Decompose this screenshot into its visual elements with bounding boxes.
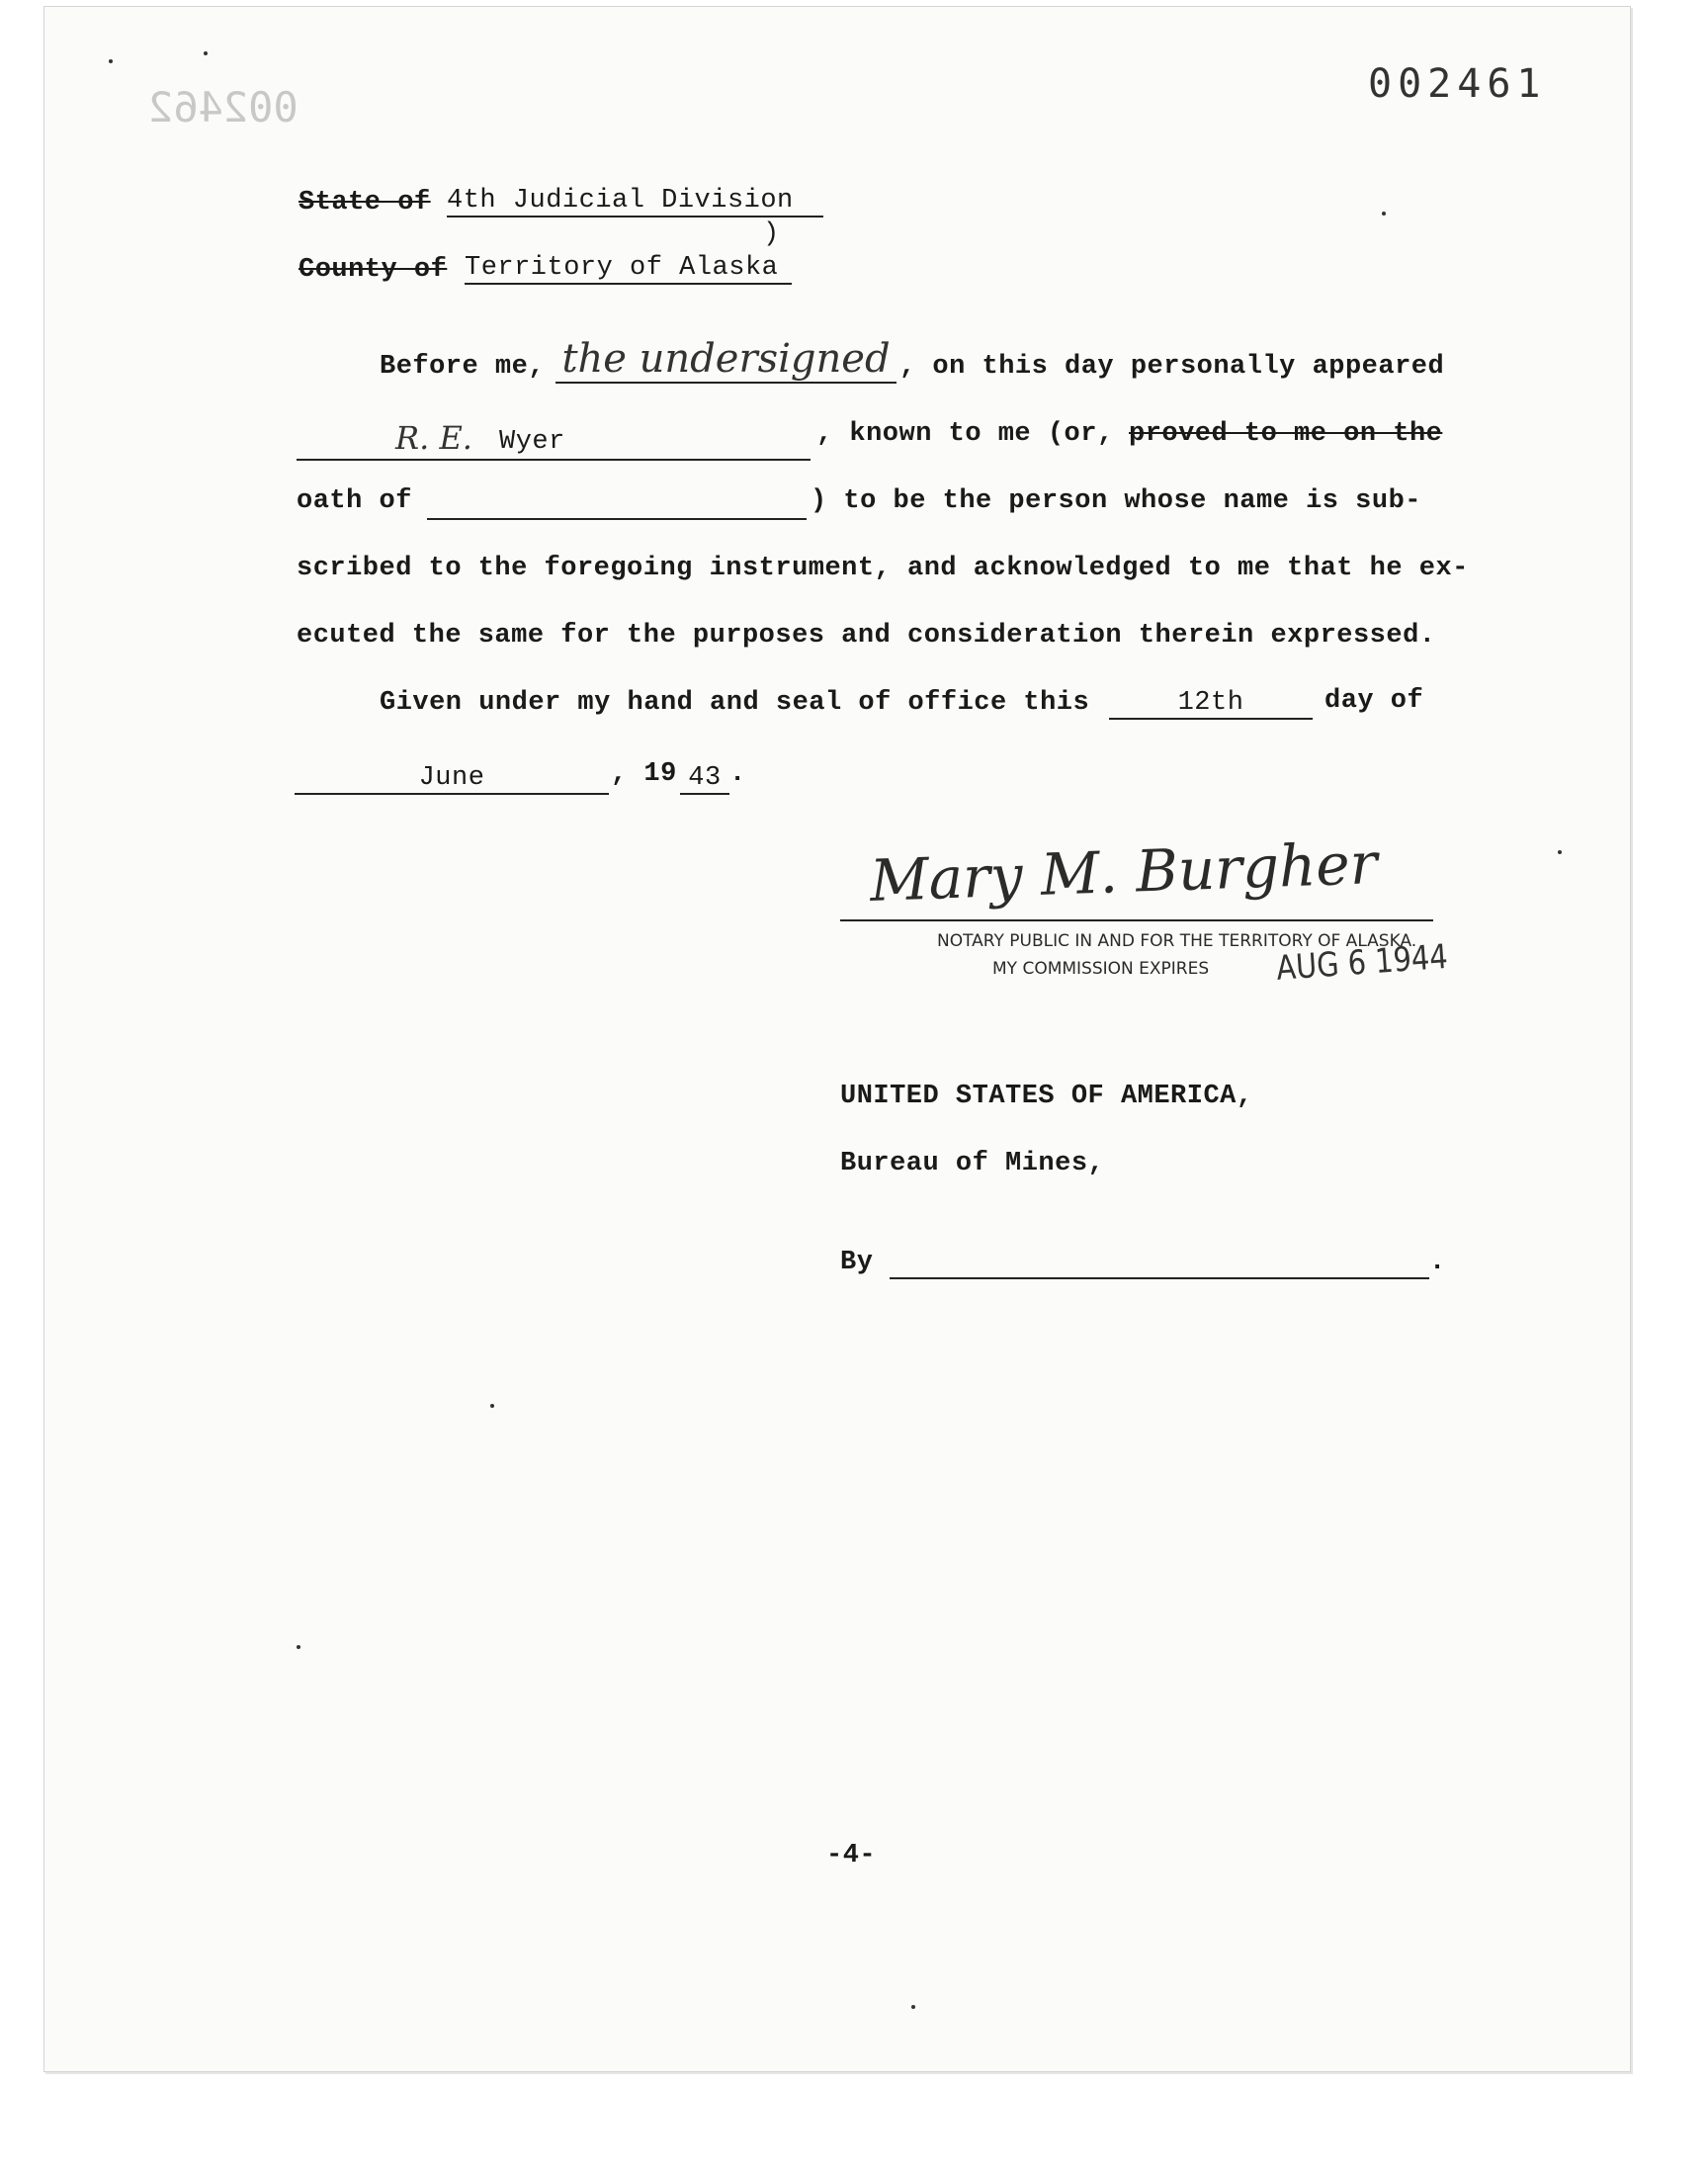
speck (1382, 212, 1386, 216)
oath-blank (427, 488, 807, 520)
body-line-5: ecuted the same for the purposes and consideration therein expressed. (297, 621, 1436, 651)
appeared-text: , on this day personally appeared (899, 352, 1445, 382)
state-label: State of (299, 188, 431, 218)
notary-stamp-line1: NOTARY PUBLIC IN AND FOR THE TERRITORY OF ALASKA. (937, 931, 1417, 951)
struck-phrase: proved to me on the (1129, 419, 1443, 449)
known-to-me-text: , known to me (or, (816, 419, 1114, 449)
given-under-text: Given under my hand and seal of office this (380, 688, 1090, 718)
venue-bracket: ) (763, 219, 780, 249)
notary-signature: Mary M. Burgher (868, 829, 1379, 914)
state-value: 4th Judicial Division (447, 186, 823, 218)
document-number: 002461 (1368, 61, 1547, 107)
bleed-through-number: 002462 (148, 83, 299, 131)
line3-text: ) to be the person whose name is sub- (811, 486, 1421, 516)
speck (204, 51, 208, 55)
appearer-initials: R. E. (395, 419, 472, 457)
speck (911, 2005, 915, 2009)
page-number: -4- (826, 1841, 877, 1870)
day-value: 12th (1109, 688, 1313, 720)
officer-handwritten: the undersigned (555, 336, 897, 384)
county-label: County of (299, 255, 448, 285)
speck (297, 1645, 300, 1649)
speck (109, 59, 113, 63)
speck (1558, 850, 1562, 854)
day-of-text: day of (1324, 686, 1424, 716)
notary-stamp-line2: MY COMMISSION EXPIRES (992, 959, 1210, 979)
county-value: Territory of Alaska (465, 253, 792, 285)
signature-line (840, 919, 1433, 921)
by-label: By (840, 1248, 874, 1277)
before-me-text: Before me, (380, 352, 546, 382)
year-suffix: 43 (680, 763, 729, 795)
year-prefix: , 19 (611, 759, 677, 789)
year-period: . (729, 759, 746, 789)
month-value: June (295, 763, 609, 795)
by-signature-line (890, 1277, 1429, 1279)
oath-of-text: oath of (297, 486, 412, 516)
body-line-4: scribed to the foregoing instrument, and acknowledged to me that he ex- (297, 554, 1469, 583)
bureau-name: Bureau of Mines, (840, 1149, 1105, 1178)
speck (490, 1404, 494, 1408)
appearer-surname: Wyer (499, 427, 565, 457)
commission-expiry-stamp: AUG 6 1944 (1275, 936, 1449, 989)
document-page (43, 6, 1631, 2072)
by-period: . (1429, 1248, 1446, 1277)
country-name: UNITED STATES OF AMERICA, (840, 1082, 1253, 1111)
